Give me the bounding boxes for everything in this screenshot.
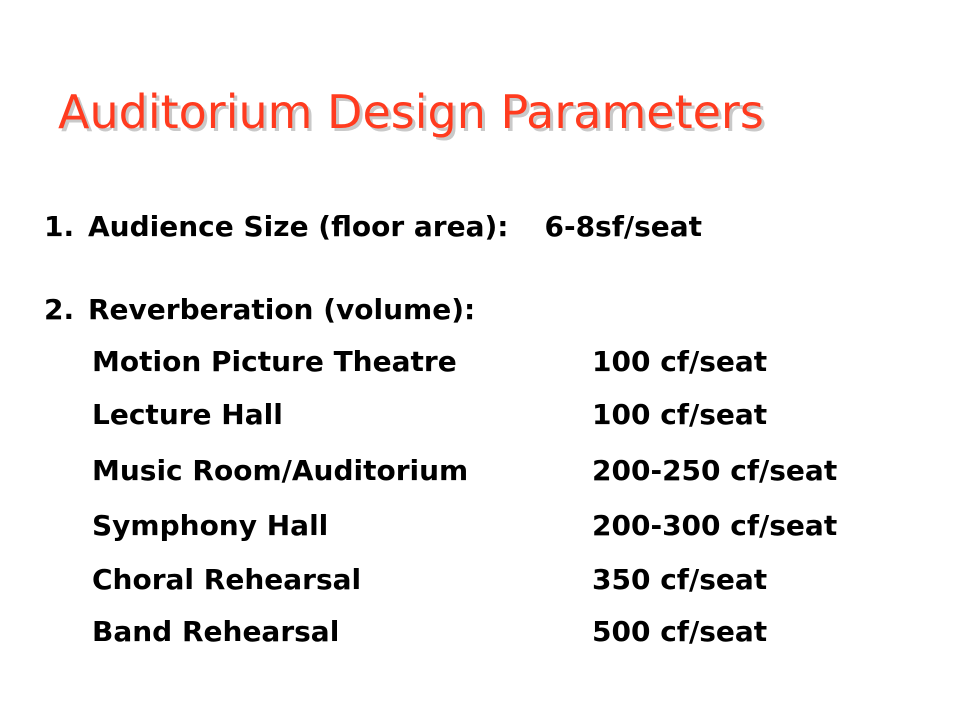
venue-volume: 350 cf/seat [592,563,768,596]
venue-volume: 200-250 cf/seat [592,454,838,487]
volume-row [92,615,912,649]
venue-volume: 100 cf/seat [592,345,768,378]
item-number: 1. [44,210,75,243]
venue-name: Band Rehearsal [92,615,340,648]
volume-row [92,563,912,597]
venue-name: Choral Rehearsal [92,563,362,596]
item-number: 2. [44,293,75,326]
venue-name: Symphony Hall [92,509,329,542]
reverberation-item [44,293,475,327]
volume-row [92,509,912,543]
volume-row [92,398,912,432]
volume-row [92,454,912,488]
item-label: Reverberation (volume): [88,293,476,326]
venue-volume: 100 cf/seat [592,398,768,431]
audience-size-item [44,210,702,244]
volume-row [92,345,912,379]
venue-volume: 500 cf/seat [592,615,768,648]
venue-name: Lecture Hall [92,398,283,431]
venue-name: Music Room/Auditorium [92,454,469,487]
venue-volume: 200-300 cf/seat [592,509,838,542]
item-label: Audience Size (floor area): [88,210,509,243]
slide-title: Auditorium Design Parameters [58,85,764,139]
item-value: 6-8sf/seat [544,210,703,243]
venue-name: Motion Picture Theatre [92,345,457,378]
